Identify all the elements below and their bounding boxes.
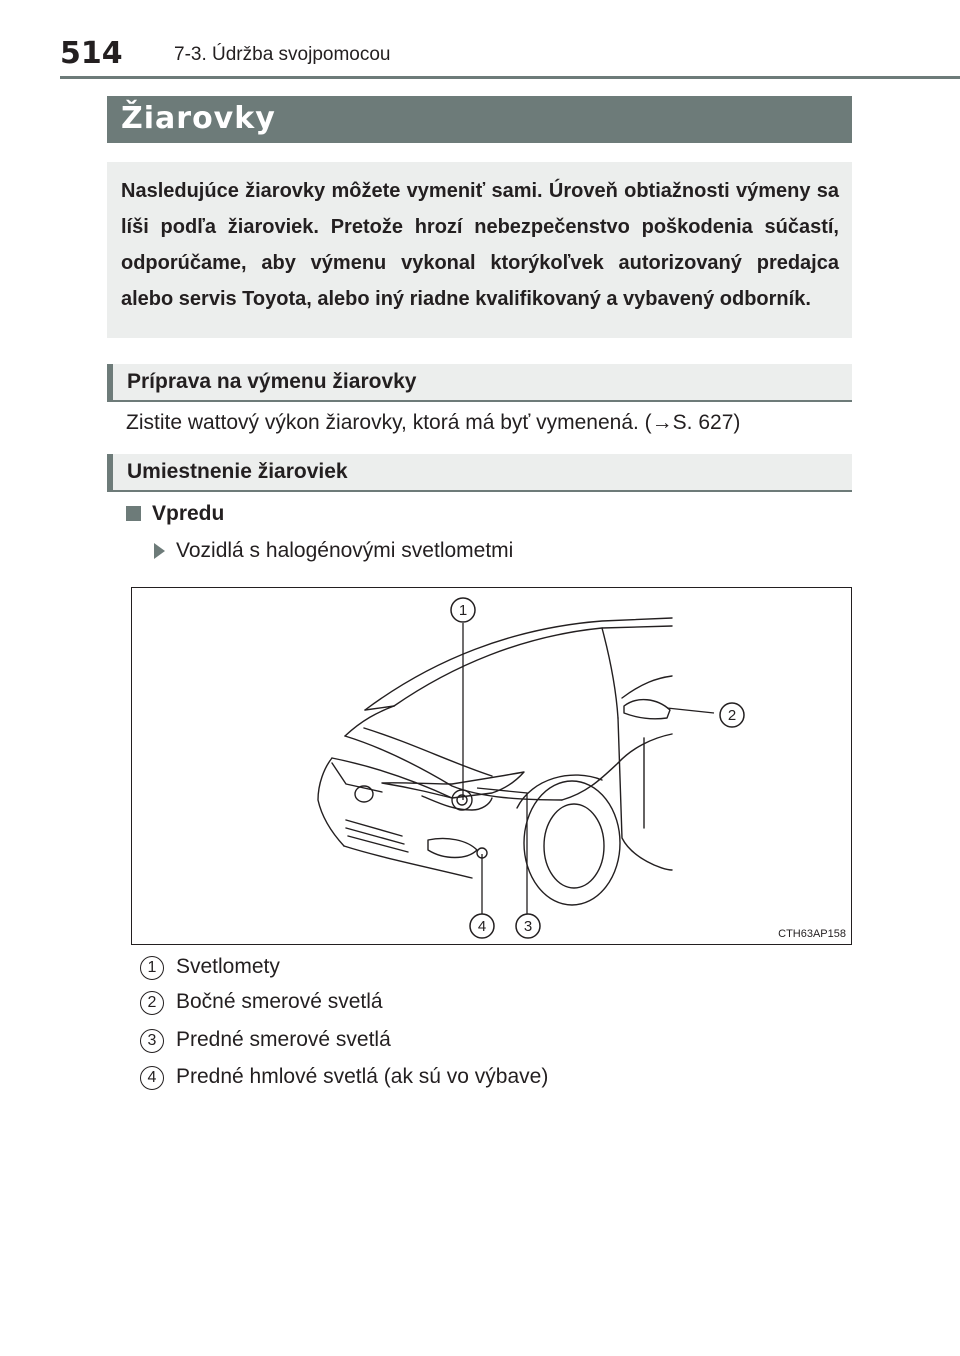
legend-label-2: Bočné smerové svetlá [176, 990, 383, 1013]
square-bullet-icon [126, 506, 141, 521]
page-number: 514 [60, 36, 123, 71]
header-divider [60, 76, 960, 79]
preparation-heading-bar [107, 364, 852, 402]
intro-text: Nasledujúce žiarovky môžete vymeniť sami. Úroveň obtiažnosti výmeny sa líši podľa žiaroviek. Pretože hrozí nebezpečenstvo poškodenia súčastí, odporúčame, aby výmenu vykonal ktorýkoľvek autorizovaný predajca alebo servis Toyota, alebo iný riadne kvalifikovaný a vybavený odborník. [121, 180, 839, 310]
legend-num-2: 2 [140, 991, 164, 1015]
callout-4: 4 [477, 918, 487, 935]
intro-box [107, 162, 852, 338]
location-heading-bar [107, 454, 852, 492]
car-front-illustration [131, 587, 852, 945]
legend-num-3: 3 [140, 1029, 164, 1053]
callout-3: 3 [523, 918, 533, 935]
preparation-text: Zistite wattový výkon žiarovky, ktorá má byť vymenená. (→S. 627) [126, 411, 741, 434]
legend-label-4: Predné hmlové svetlá (ak sú vo výbave) [176, 1065, 549, 1088]
legend-num-4: 4 [140, 1066, 164, 1090]
callout-1: 1 [458, 602, 468, 619]
legend-label-1: Svetlomety [176, 955, 280, 978]
vehicle-type: Vozidlá s halogénovými svetlometmi [176, 539, 514, 562]
legend-label-3: Predné smerové svetlá [176, 1028, 391, 1051]
car-drawing [132, 588, 851, 944]
section-label: 7-3. Údržba svojpomocou [174, 44, 391, 65]
title-bar [107, 96, 852, 143]
preparation-heading: Príprava na výmenu žiarovky [127, 370, 417, 393]
figure-code: CTH63AP158 [778, 928, 846, 940]
location-heading: Umiestnenie žiaroviek [127, 460, 348, 483]
page-title: Žiarovky [121, 101, 276, 136]
triangle-bullet-icon [154, 543, 165, 559]
legend-num-1: 1 [140, 956, 164, 980]
callout-2: 2 [727, 707, 737, 724]
subsection-front: Vpredu [152, 502, 225, 525]
